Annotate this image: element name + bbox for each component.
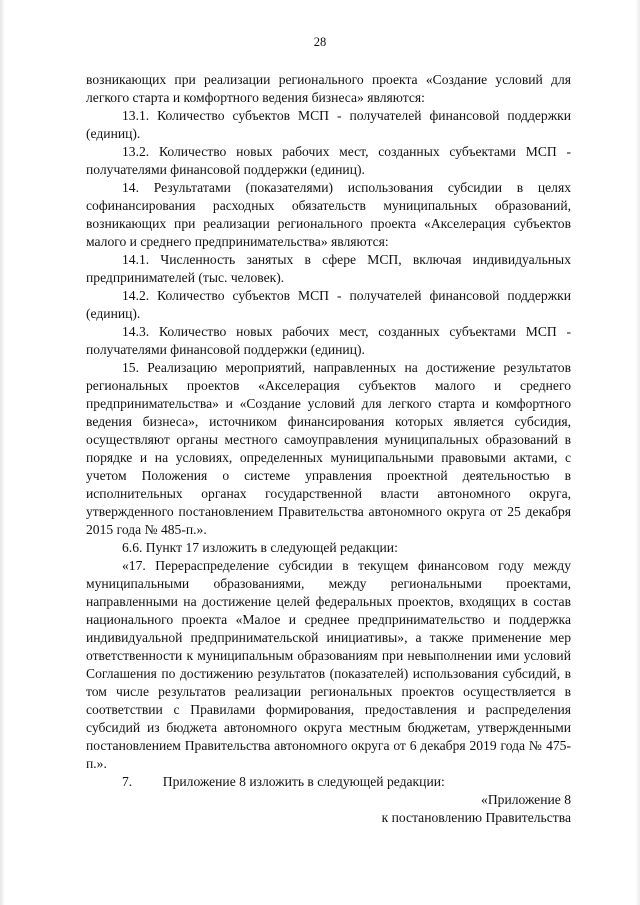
appendix-heading: «Приложение 8	[481, 792, 571, 807]
paragraph-15: 15. Реализацию мероприятий, направленных на достижение результатов региональных проектов «Акселерация субъектов малого и среднего предпринимательства» и «Создание условий для легкого старта и комфортного ведения бизнеса», источником финансирования которых является субсидия, осуществляют органы местного самоуправления муниципальных образований в порядке и на условиях, определенных муниципальными правовыми актами, с учетом Положения о системе управления проектной деятельностью в исполнительных органах государственной власти автономного округа, утвержденного постановлением Правительства автономного округа от 25 декабря 2015 года № 485-п.».	[86, 360, 571, 537]
appendix-subheading: к постановлению Правительства	[381, 810, 571, 825]
page-edge-right	[635, 0, 640, 905]
paragraph-14-3: 14.3. Количество новых рабочих мест, созданных субъектами МСП - получателями финансовой поддержки (единиц).	[86, 324, 571, 357]
paragraph-14-2: 14.2. Количество субъектов МСП - получателей финансовой поддержки (единиц).	[86, 288, 571, 321]
paragraph-13-intro: возникающих при реализации регионального проекта «Создание условий для легкого старта и комфортного ведения бизнеса» являются:	[86, 72, 571, 105]
paragraph-13-2: 13.2. Количество новых рабочих мест, созданных субъектами МСП - получателями финансовой поддержки (единиц).	[86, 144, 571, 177]
paragraph-14-1: 14.1. Численность занятых в сфере МСП, включая индивидуальных предпринимателей (тыс. человек).	[86, 252, 571, 285]
paragraph-7: 7. Приложение 8 изложить в следующей редакции:	[122, 774, 445, 789]
page-number: 28	[313, 35, 327, 49]
paragraph-6-6: 6.6. Пункт 17 изложить в следующей редакции:	[122, 540, 398, 555]
page-edge-left	[0, 0, 5, 905]
paragraph-17: «17. Перераспределение субсидии в текущем финансовом году между муниципальными образованиями, между региональными проектами, направленными на достижение целей федеральных проектов, входящих в состав национального проекта «Малое и среднее предпринимательство и поддержка индивидуальной предпринимательской инициативы», а также применение мер ответственности к муниципальным образованиям при невыполнении ими условий Соглашения по достижению результатов (показателей) использования субсидий, в том числе результатов реализации региональных проектов осуществляется в соответствии с Правилами формирования, предоставления и распределения субсидий из бюджета автономного округа местным бюджетам, утвержденными постановлением Правительства автономного округа от 6 декабря 2019 года № 475-п.».	[86, 558, 571, 771]
paragraph-14: 14. Результатами (показателями) использования субсидии в целях софинансирования расходных обязательств муниципальных образований, возникающих при реализации регионального проекта «Акселерация субъектов малого и среднего предпринимательства» являются:	[86, 180, 571, 249]
paragraph-13-1: 13.1. Количество субъектов МСП - получателей финансовой поддержки (единиц).	[86, 108, 571, 141]
document-body	[86, 71, 571, 827]
